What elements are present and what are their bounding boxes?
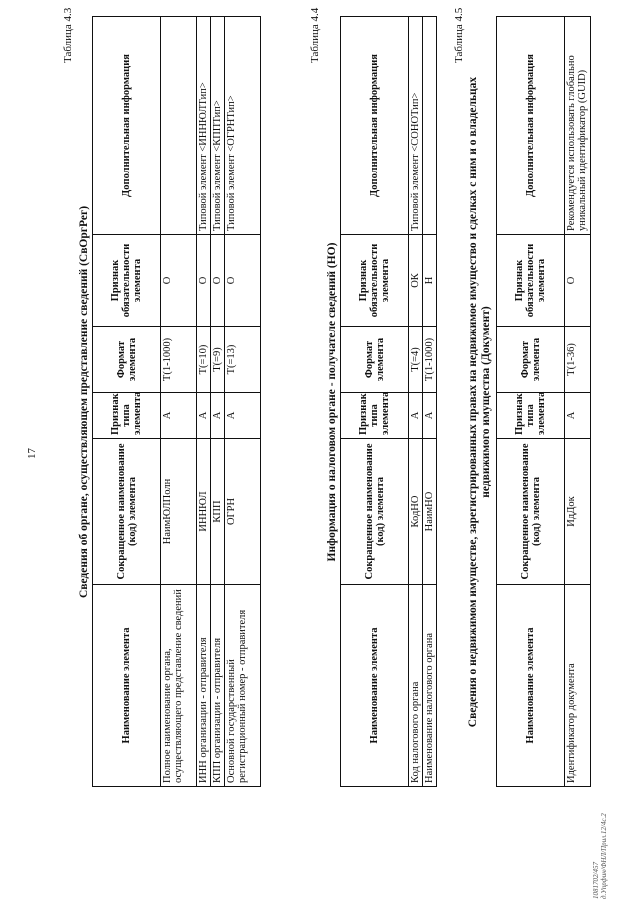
header-cell: Дополнительная информация — [497, 17, 565, 235]
header-cell: Дополнительная информация — [93, 17, 161, 235]
table-cell: Рекомендуется использовать глобально уникальный идентификатор (GUID) — [565, 17, 591, 235]
table-4-5 — [496, 16, 591, 787]
table-cell — [423, 17, 437, 235]
table-4-4-label: Таблица 4.4 — [309, 7, 321, 63]
header-cell: Сокращенное наименование (код) элемента — [497, 439, 565, 585]
table-cell: Типовой элемент <СОНОТип> — [409, 17, 423, 235]
table-4-5-title-line1: Сведения о недвижимом имуществе, зарегистрированных правах на недвижимое имущество и сделках с ним и о владельцах — [467, 76, 479, 728]
table-4-5-title — [467, 17, 493, 787]
table-cell: Типовой элемент <КППТип> — [211, 17, 225, 235]
header-cell: Признак обязательности элемента — [341, 235, 409, 327]
table-cell: Н — [423, 235, 437, 327]
header-cell: Признак типа элемента — [93, 393, 161, 439]
table-cell: КПП — [211, 439, 225, 585]
table-cell: Полное наименование органа, осуществляющего представление сведений — [161, 585, 197, 787]
page-number: 17 — [26, 448, 38, 459]
table-cell: ОГРН — [225, 439, 261, 585]
table-row — [423, 17, 437, 787]
table-cell — [161, 17, 197, 235]
registration-stamp — [592, 813, 608, 899]
stamp-line: д.Упрфин/ФНЛ/Прил.12/4с.2 — [600, 813, 608, 899]
header-cell: Формат элемента — [341, 327, 409, 393]
table-cell: А — [211, 393, 225, 439]
table-cell: ИНН организации - отправителя — [197, 585, 211, 787]
table-cell: О — [565, 235, 591, 327]
table-4-4-title: Информация о налоговом органе - получателе сведений (НО) — [326, 242, 338, 562]
table-cell: T(=10) — [197, 327, 211, 393]
table-cell: А — [225, 393, 261, 439]
table-cell: А — [197, 393, 211, 439]
table-cell: Идентификатор документа — [565, 585, 591, 787]
table-row — [565, 17, 591, 787]
table-cell: T(=4) — [409, 327, 423, 393]
table-cell: О — [225, 235, 261, 327]
table-4-3 — [92, 16, 261, 787]
table-row — [225, 17, 261, 787]
header-cell: Сокращенное наименование (код) элемента — [341, 439, 409, 585]
table-4-4-header-row — [341, 17, 409, 787]
table-cell: T(=13) — [225, 327, 261, 393]
table-cell: НаимНО — [423, 439, 437, 585]
header-cell: Признак типа элемента — [341, 393, 409, 439]
header-cell: Дополнительная информация — [341, 17, 409, 235]
table-row — [161, 17, 197, 787]
table-cell: О — [161, 235, 197, 327]
table-4-3-title: Сведения об органе, осуществляющем представление сведений (СвОргРег) — [78, 205, 90, 599]
table-cell: А — [565, 393, 591, 439]
table-cell: НаимЮЛПолн — [161, 439, 197, 585]
table-cell: Код налогового органа — [409, 585, 423, 787]
table-4-4 — [340, 16, 437, 787]
header-cell: Признак обязательности элемента — [93, 235, 161, 327]
table-cell: О — [197, 235, 211, 327]
header-cell: Признак обязательности элемента — [497, 235, 565, 327]
table-cell: А — [409, 393, 423, 439]
table-cell: T(1-1000) — [423, 327, 437, 393]
table-row — [211, 17, 225, 787]
table-4-5-title-line2: недвижимого имущества (Документ) — [480, 306, 492, 498]
table-row — [409, 17, 423, 787]
table-cell: О — [211, 235, 225, 327]
header-cell: Формат элемента — [93, 327, 161, 393]
table-cell: T(1-1000) — [161, 327, 197, 393]
table-cell: T(=9) — [211, 327, 225, 393]
table-cell: Типовой элемент <ИННЮЛТип> — [197, 17, 211, 235]
stamp-line: 1081702/457 — [592, 862, 600, 899]
table-4-3-label: Таблица 4.3 — [62, 7, 74, 63]
table-cell: А — [161, 393, 197, 439]
table-cell: КПП организации - отправителя — [211, 585, 225, 787]
header-cell: Формат элемента — [497, 327, 565, 393]
table-cell: T(1-36) — [565, 327, 591, 393]
header-cell: Признак типа элемента — [497, 393, 565, 439]
table-cell: А — [423, 393, 437, 439]
table-4-5-header-row — [497, 17, 565, 787]
table-cell: Основной государственный регистрационный номер - отправителя — [225, 585, 261, 787]
table-4-3-header-row — [93, 17, 161, 787]
table-cell: Наименование налогового органа — [423, 585, 437, 787]
table-4-5-label: Таблица 4.5 — [453, 7, 465, 63]
table-row — [197, 17, 211, 787]
table-cell: КодНО — [409, 439, 423, 585]
header-cell: Наименование элемента — [341, 585, 409, 787]
table-cell: Типовой элемент <ОГРНТип> — [225, 17, 261, 235]
header-cell: Наименование элемента — [497, 585, 565, 787]
header-cell: Сокращенное наименование (код) элемента — [93, 439, 161, 585]
table-cell: ОК — [409, 235, 423, 327]
table-cell: ИННЮЛ — [197, 439, 211, 585]
table-cell: ИдДок — [565, 439, 591, 585]
header-cell: Наименование элемента — [93, 585, 161, 787]
